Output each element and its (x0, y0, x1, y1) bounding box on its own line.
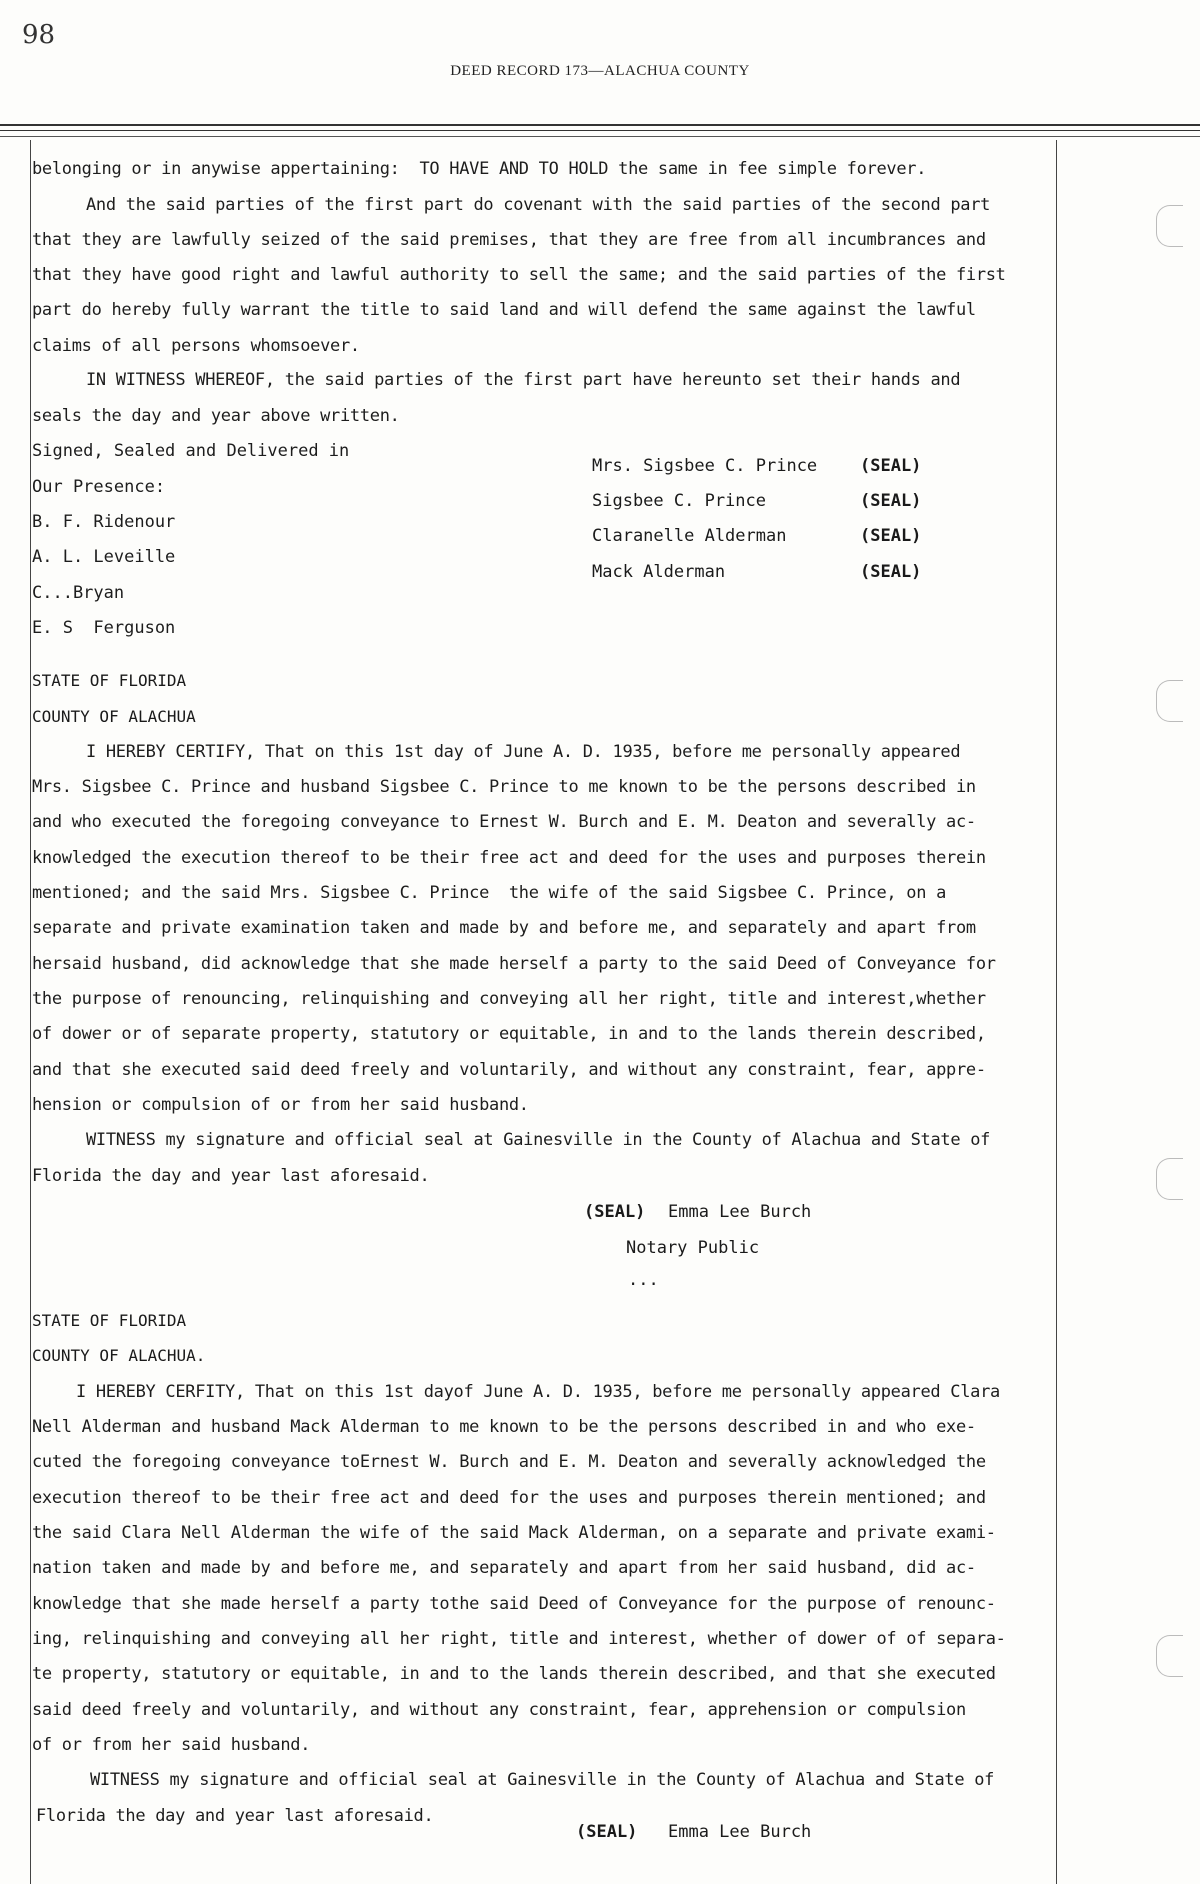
left-margin-line (30, 140, 31, 1884)
body-line: seals the day and year above written. (32, 406, 400, 426)
signatory-seal: (SEAL) (860, 526, 922, 546)
ack2-notary-seal: (SEAL) (576, 1822, 638, 1842)
signatory-name: Mack Alderman (592, 562, 726, 582)
ack1-notary-seal: (SEAL) (584, 1202, 646, 1222)
ack2-line: the said Clara Nell Alderman the wife of the said Mack Alderman, on a separate and private exami- (32, 1523, 996, 1543)
ack2-line: Florida the day and year last aforesaid. (36, 1806, 434, 1826)
ack1-state-heading: STATE OF FLORIDA (32, 671, 187, 690)
ack2-line: cuted the foregoing conveyance toErnest W. Burch and E. M. Deaton and severally acknowledged the (32, 1452, 986, 1472)
body-line: that they are lawfully seized of the said premises, that they are free from all incumbrances and (32, 230, 986, 250)
header-rule-thick (0, 124, 1200, 126)
ack2-line: nation taken and made by and before me, and separately and apart from her said husband, did ac- (32, 1558, 976, 1578)
signatory-seal: (SEAL) (860, 491, 922, 511)
binder-ring-mark (1156, 1635, 1183, 1677)
ack2-line: said deed freely and voluntarily, and without any constraint, fear, apprehension or compulsion (32, 1700, 966, 1720)
witness-line: A. L. Leveille (32, 547, 176, 567)
ack1-line: separate and private examination taken and made by and before me, and separately and apart from (32, 918, 976, 938)
ack1-notary-name: Emma Lee Burch (668, 1202, 812, 1222)
body-line: belonging or in anywise appertaining: TO HAVE AND TO HOLD the same in fee simple forever. (32, 159, 927, 179)
page-number: 98 (22, 20, 56, 50)
ack1-notary-title: Notary Public (626, 1238, 760, 1258)
ack2-line: of or from her said husband. (32, 1735, 311, 1755)
signatory-name: Sigsbee C. Prince (592, 491, 766, 511)
witness-line: B. F. Ridenour (32, 512, 176, 532)
ack1-line: knowledged the execution thereof to be their free act and deed for the uses and purposes therein (32, 848, 986, 868)
body-line: And the said parties of the first part do covenant with the said parties of the second part (86, 195, 991, 215)
ack2-line: Nell Alderman and husband Mack Alderman to me known to be the persons described in and who exe- (32, 1417, 976, 1437)
ack1-line: hersaid husband, did acknowledge that she made herself a party to the said Deed of Conveyance for (32, 954, 996, 974)
signatory-seal: (SEAL) (860, 562, 922, 582)
signatory-name: Claranelle Alderman (592, 526, 787, 546)
witness-line: Our Presence: (32, 477, 166, 497)
binder-ring-mark (1156, 1158, 1183, 1200)
ack1-line: WITNESS my signature and official seal at Gainesville in the County of Alachua and State of (86, 1130, 991, 1150)
witness-line: C...Bryan (32, 583, 125, 603)
ack2-line: execution thereof to be their free act and deed for the uses and purposes therein mentioned; and (32, 1488, 986, 1508)
header-rule-thin (0, 130, 1200, 131)
witness-line: Signed, Sealed and Delivered in (32, 441, 350, 461)
body-line: that they have good right and lawful authority to sell the same; and the said parties of the first (32, 265, 1006, 285)
binder-ring-mark (1156, 680, 1183, 722)
ack2-line: ing, relinquishing and conveying all her right, title and interest, whether of dower of of separa- (32, 1629, 1006, 1649)
ack1-line: and who executed the foregoing conveyance to Ernest W. Burch and E. M. Deaton and severally ac- (32, 812, 976, 832)
signatory-seal: (SEAL) (860, 456, 922, 476)
ack2-line: knowledge that she made herself a party tothe said Deed of Conveyance for the purpose of renounc- (32, 1594, 996, 1614)
ack1-line: mentioned; and the said Mrs. Sigsbee C. Prince the wife of the said Sigsbee C. Prince, on a (32, 883, 947, 903)
witness-line: E. S Ferguson (32, 618, 176, 638)
ack1-ellipsis: ... (628, 1270, 659, 1290)
right-margin-line (1056, 140, 1057, 1884)
body-line: claims of all persons whomsoever. (32, 336, 360, 356)
ack1-line: the purpose of renouncing, relinquishing and conveying all her right, title and interest,whether (32, 989, 986, 1009)
ack2-county-heading: COUNTY OF ALACHUA. (32, 1346, 206, 1365)
ack2-state-heading: STATE OF FLORIDA (32, 1311, 187, 1330)
ack2-notary-name: Emma Lee Burch (668, 1822, 812, 1842)
signatory-name: Mrs. Sigsbee C. Prince (592, 456, 818, 476)
ack1-line: Florida the day and year last aforesaid. (32, 1166, 430, 1186)
ack1-county-heading: COUNTY OF ALACHUA (32, 707, 196, 726)
body-line: IN WITNESS WHEREOF, the said parties of the first part have hereunto set their hands and (86, 370, 961, 390)
binder-ring-mark (1156, 205, 1183, 247)
header-rule-bottom (0, 136, 1200, 137)
ack2-line: te property, statutory or equitable, in and to the lands therein described, and that she executed (32, 1664, 996, 1684)
body-line: part do hereby fully warrant the title to said land and will defend the same against the lawful (32, 300, 976, 320)
ack2-line: WITNESS my signature and official seal at Gainesville in the County of Alachua and State of (90, 1770, 995, 1790)
running-header: DEED RECORD 173—ALACHUA COUNTY (450, 63, 750, 79)
ack1-line: of dower or of separate property, statutory or equitable, in and to the lands therein described, (32, 1024, 986, 1044)
ack2-line: I HEREBY CERFITY, That on this 1st dayof June A. D. 1935, before me personally appeared Clara (76, 1382, 1000, 1402)
ack1-line: Mrs. Sigsbee C. Prince and husband Sigsbee C. Prince to me known to be the persons described in (32, 777, 976, 797)
ack1-line: hension or compulsion of or from her said husband. (32, 1095, 529, 1115)
ack1-line: and that she executed said deed freely and voluntarily, and without any constraint, fear, appre- (32, 1060, 986, 1080)
ack1-line: I HEREBY CERTIFY, That on this 1st day of June A. D. 1935, before me personally appeared (86, 742, 961, 762)
